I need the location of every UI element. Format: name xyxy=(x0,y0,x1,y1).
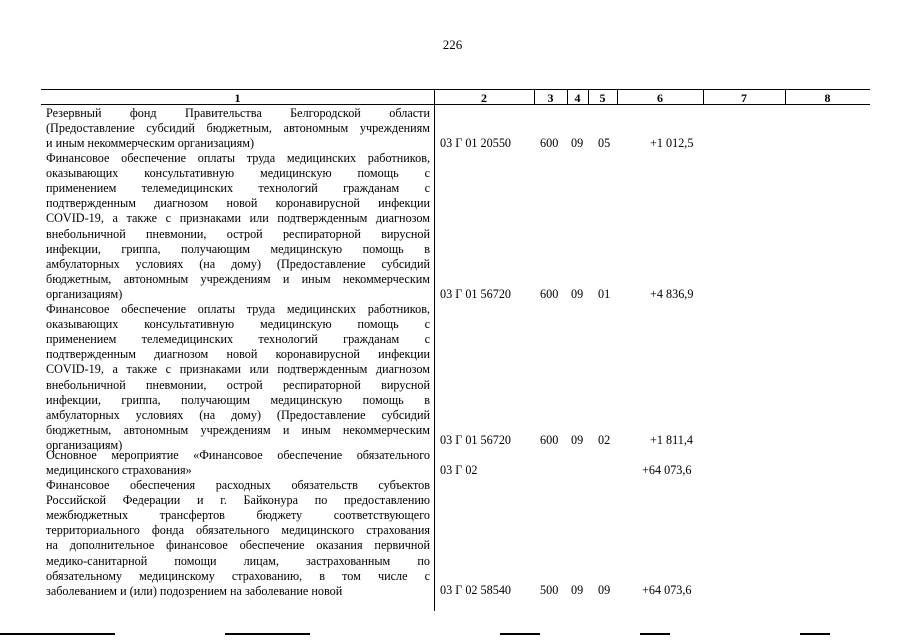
description-line: Основное мероприятие «Финансовое обеспечение обязательного xyxy=(46,448,430,462)
table-row-description xyxy=(46,448,430,478)
description-line: применением телемедицинских технологий гражданам с xyxy=(46,332,430,347)
row-amount: +64 073,6 xyxy=(642,463,692,477)
row-col-4: 09 xyxy=(571,136,584,150)
description-line: инфекции, гриппа, получающим медицинскую помощь в xyxy=(46,392,430,407)
table-row-description xyxy=(46,478,430,599)
row-col-3: 500 xyxy=(540,583,559,597)
description-line: амбулаторных условиях (на дому) (Предоставление субсидий xyxy=(46,256,430,271)
header-col-4: 4 xyxy=(574,91,581,105)
page-number: 226 xyxy=(442,37,463,52)
scan-edge-mark xyxy=(225,633,310,635)
row-amount: +64 073,6 xyxy=(642,583,692,597)
row-col-4: 09 xyxy=(571,433,584,447)
header-col-6: 6 xyxy=(657,91,663,105)
scan-edge-mark xyxy=(500,633,540,635)
description-line: подтвержденным диагнозом новой коронавирусной инфекции xyxy=(46,196,430,211)
scan-edge-mark xyxy=(800,633,830,635)
description-line: Финансовое обеспечения расходных обязательств субъектов xyxy=(46,478,430,492)
row-code: 03 Г 02 xyxy=(440,463,478,477)
description-line: амбулаторных условиях (на дому) (Предоставление субсидий xyxy=(46,407,430,422)
row-code: 03 Г 01 56720 xyxy=(440,287,512,301)
description-line: бюджетным, автономным учреждениям и иным некоммерческим xyxy=(46,271,430,286)
table-row-description xyxy=(46,106,430,151)
description-line: оказывающих консультативную медицинскую помощь с xyxy=(46,317,430,332)
description-line: Резервный фонд Правительства Белгородской области xyxy=(46,106,430,120)
row-code: 03 Г 01 20550 xyxy=(440,136,512,150)
description-line: Российской Федерации и г. Байконура по предоставлению xyxy=(46,493,430,508)
header-col-5: 5 xyxy=(599,91,606,105)
header-col-3: 3 xyxy=(547,91,554,105)
header-col-8: 8 xyxy=(824,91,831,105)
description-line: обязательному медицинскому страхованию, в том числе с xyxy=(46,568,430,583)
row-col-4: 09 xyxy=(571,287,584,301)
column-divider-1-2 xyxy=(434,89,435,611)
table-top-border xyxy=(41,89,870,90)
row-col-5: 02 xyxy=(598,433,611,447)
row-amount: +1 012,5 xyxy=(650,136,694,150)
row-code: 03 Г 01 56720 xyxy=(440,433,512,447)
description-line: организациям) xyxy=(46,286,123,301)
description-line: организациям) xyxy=(46,437,123,452)
table-row-description xyxy=(46,151,430,302)
description-line: оказывающих консультативную медицинскую помощь с xyxy=(46,166,430,181)
scan-edge-mark xyxy=(640,633,670,635)
description-line: инфекции, гриппа, получающим медицинскую помощь в xyxy=(46,241,430,256)
row-col-4: 09 xyxy=(571,583,584,597)
row-amount: +4 836,9 xyxy=(650,287,694,301)
header-col-2: 2 xyxy=(481,91,487,105)
description-line: (Предоставление субсидий бюджетным, автономным учреждениям xyxy=(46,121,430,136)
description-line: применением телемедицинских технологий гражданам с xyxy=(46,181,430,196)
row-col-5: 05 xyxy=(598,136,611,150)
description-line: территориального фонда обязательного медицинского страхования xyxy=(46,523,430,538)
description-line: COVID-19, а также с признаками или подтвержденным диагнозом xyxy=(46,211,430,226)
header-col-7: 7 xyxy=(741,91,747,105)
description-line: COVID-19, а также с признаками или подтвержденным диагнозом xyxy=(46,362,430,377)
description-line: заболеванием и (или) подозрением на заболевание новой xyxy=(46,583,343,598)
row-amount: +1 811,4 xyxy=(650,433,693,447)
description-line: Финансовое обеспечение оплаты труда медицинских работников, xyxy=(46,302,430,316)
row-col-5: 09 xyxy=(598,583,611,597)
table-row-description xyxy=(46,302,430,453)
description-line: бюджетным, автономным учреждениям и иным некоммерческим xyxy=(46,422,430,437)
row-col-3: 600 xyxy=(540,433,559,447)
description-line: медико-санитарной помощи лицам, застрахованным по xyxy=(46,553,430,568)
description-line: на дополнительное финансовое обеспечение оказания первичной xyxy=(46,538,430,553)
description-line: внебольничной пневмонии, острой респираторной вирусной xyxy=(46,377,430,392)
description-line: и иным некоммерческим организациям) xyxy=(46,136,255,151)
description-line: межбюджетных трансфертов бюджету соответствующего xyxy=(46,508,430,523)
row-col-5: 01 xyxy=(598,287,611,301)
row-col-3: 600 xyxy=(540,287,559,301)
description-line: внебольничной пневмонии, острой респираторной вирусной xyxy=(46,226,430,241)
description-line: медицинского страхования» xyxy=(46,463,192,478)
scan-edge-mark xyxy=(0,633,115,635)
header-col-1: 1 xyxy=(234,91,241,105)
description-line: Финансовое обеспечение оплаты труда медицинских работников, xyxy=(46,151,430,165)
description-line: подтвержденным диагнозом новой коронавирусной инфекции xyxy=(46,347,430,362)
row-code: 03 Г 02 58540 xyxy=(440,583,512,597)
row-col-3: 600 xyxy=(540,136,559,150)
